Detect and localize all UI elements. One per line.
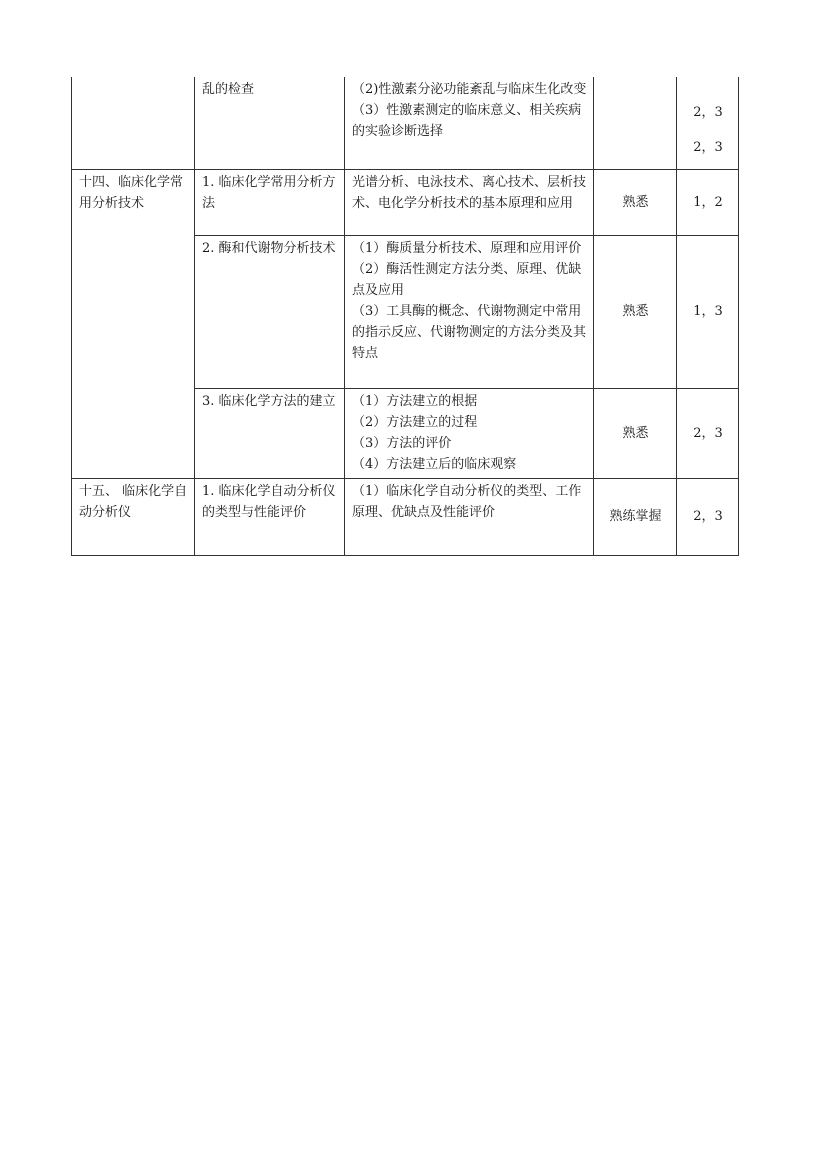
level-cell: 熟悉	[594, 169, 677, 235]
table-row	[72, 169, 739, 235]
content-item: （1）方法建立的根据	[352, 393, 478, 409]
content-cell	[345, 235, 594, 388]
topic-cell: 1. 临床化学自动分析仪的类型与性能评价	[195, 478, 345, 555]
hours-cell: 1，2	[677, 169, 739, 235]
level-cell: 熟悉	[594, 235, 677, 388]
topic-cell: 3. 临床化学方法的建立	[195, 388, 345, 478]
content-cell	[345, 478, 594, 555]
topic-cell: 乱的检查	[195, 77, 345, 169]
hours-cell: 2，3	[677, 478, 739, 555]
content-item: （1）酶质量分析技术、原理和应用评价	[352, 240, 582, 256]
hours-cell: 1，3	[677, 235, 739, 388]
hours-value: 2，3	[693, 139, 723, 155]
content-item: 光谱分析、电泳技术、离心技术、层析技术、电化学分析技术的基本原理和应用	[352, 174, 587, 211]
level-cell: 熟练掌握	[594, 478, 677, 555]
hours-cell: 2，3	[677, 388, 739, 478]
hours-value: 2，3	[693, 104, 723, 120]
content-cell	[345, 77, 594, 169]
content-item: （2)性激素分泌功能紊乱与临床生化改变	[352, 82, 587, 97]
content-item: （3）方法的评价	[352, 435, 452, 451]
content-cell	[345, 388, 594, 478]
table-row	[72, 478, 739, 555]
level-cell	[594, 77, 677, 169]
topic-cell: 1. 临床化学常用分析方法	[195, 169, 345, 235]
unit-cell: 十四、临床化学常用分析技术	[72, 169, 195, 478]
topic-cell: 2. 酶和代谢物分析技术	[195, 235, 345, 388]
unit-cell	[72, 77, 195, 169]
content-item: （2）方法建立的过程	[352, 414, 478, 430]
content-item: （2）酶活性测定方法分类、原理、优缺点及应用	[352, 261, 582, 298]
content-item: （4）方法建立后的临床观察	[352, 456, 517, 472]
syllabus-table	[71, 77, 739, 556]
hours-cell	[677, 77, 739, 169]
table-row	[72, 77, 739, 169]
content-cell	[345, 169, 594, 235]
content-item: （3）性激素测定的临床意义、相关疾病的实验诊断选择	[352, 103, 582, 139]
content-item: （3）工具酶的概念、代谢物测定中常用的指示反应、代谢物测定的方法分类及其特点	[352, 303, 587, 361]
document-page	[71, 77, 738, 556]
level-cell: 熟悉	[594, 388, 677, 478]
unit-cell: 十五、 临床化学自动分析仪	[72, 478, 195, 555]
content-item: （1）临床化学自动分析仪的类型、工作原理、优缺点及性能评价	[352, 483, 582, 520]
